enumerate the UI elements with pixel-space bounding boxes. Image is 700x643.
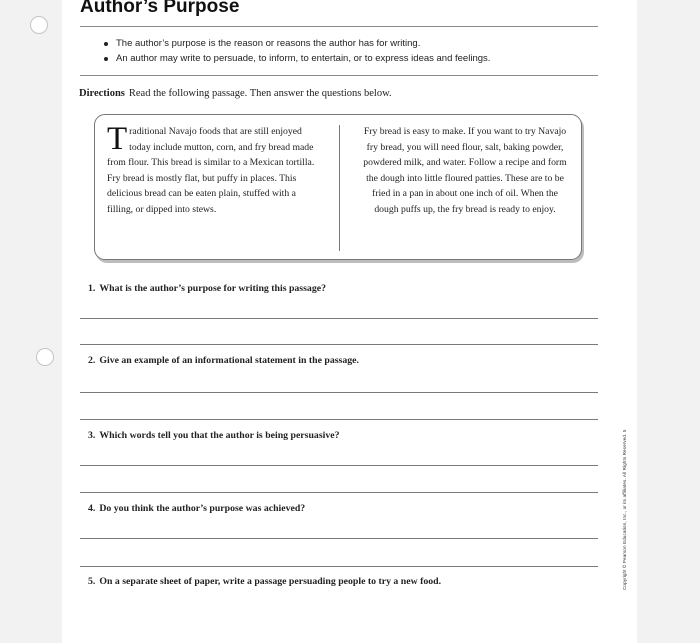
bullets-rule bbox=[80, 75, 598, 76]
question-number: 3. bbox=[88, 430, 96, 441]
passage-box bbox=[94, 114, 582, 260]
question-number: 4. bbox=[88, 503, 96, 514]
question-2 bbox=[88, 355, 359, 366]
question-text: Do you think the author’s purpose was achieved? bbox=[99, 503, 306, 514]
answer-line[interactable] bbox=[80, 538, 598, 539]
answer-line[interactable] bbox=[80, 465, 598, 466]
question-number: 5. bbox=[88, 576, 96, 587]
title-rule bbox=[80, 26, 598, 27]
bullet-item: An author may write to persuade, to inform, to entertain, or to express ideas and feelings. bbox=[104, 53, 490, 64]
passage-left-column bbox=[107, 121, 319, 218]
bullet-item: The author’s purpose is the reason or reasons the author has for writing. bbox=[104, 38, 490, 49]
directions-label: Directions bbox=[79, 88, 125, 99]
drop-cap: T bbox=[107, 121, 128, 157]
question-1 bbox=[88, 283, 326, 294]
definition-list bbox=[104, 38, 490, 68]
answer-line[interactable] bbox=[80, 344, 598, 345]
question-text: Which words tell you that the author is being persuasive? bbox=[99, 430, 340, 441]
directions-text: Read the following passage. Then answer the questions below. bbox=[128, 88, 392, 99]
copyright-notice: Copyright © Pearson Education, Inc., or its affiliates. All Rights Reserved. 5 bbox=[622, 429, 627, 590]
passage-right-text: Fry bread is easy to make. If you want to try Navajo fry bread, you will need flour, salt, baking powder, powdered milk, and water. Follow a recipe and form the dough into little floured patties. These are to be fried in a pan in about one inch of oil. When the dough puffs up, the fry bread is ready to enjoy. bbox=[363, 126, 567, 215]
question-text: Give an example of an informational statement in the passage. bbox=[99, 355, 359, 366]
answer-line[interactable] bbox=[80, 318, 598, 319]
answer-line[interactable] bbox=[80, 419, 598, 420]
select-radio-2[interactable] bbox=[36, 348, 54, 366]
passage-right-column bbox=[360, 124, 570, 218]
question-number: 2. bbox=[88, 355, 96, 366]
question-4 bbox=[88, 503, 305, 514]
directions bbox=[79, 88, 392, 99]
answer-line[interactable] bbox=[80, 392, 598, 393]
page-title: Author’s Purpose bbox=[80, 0, 240, 17]
question-number: 1. bbox=[88, 283, 96, 294]
question-text: On a separate sheet of paper, write a passage persuading people to try a new food. bbox=[99, 576, 442, 587]
passage-left-text: raditional Navajo foods that are still enjoyed today include mutton, corn, and fry bread made from flour. This bread is similar to a Mexican tortilla. Fry bread is mostly flat, but puffy in places. This delicious bread can be eaten plain, stuffed with a filling, or dipped into stews. bbox=[107, 126, 315, 215]
answer-line[interactable] bbox=[80, 566, 598, 567]
question-3 bbox=[88, 430, 340, 441]
select-radio-1[interactable] bbox=[30, 16, 48, 34]
question-5 bbox=[88, 576, 441, 587]
question-text: What is the author’s purpose for writing this passage? bbox=[99, 283, 326, 294]
answer-line[interactable] bbox=[80, 492, 598, 493]
column-divider bbox=[339, 125, 340, 251]
